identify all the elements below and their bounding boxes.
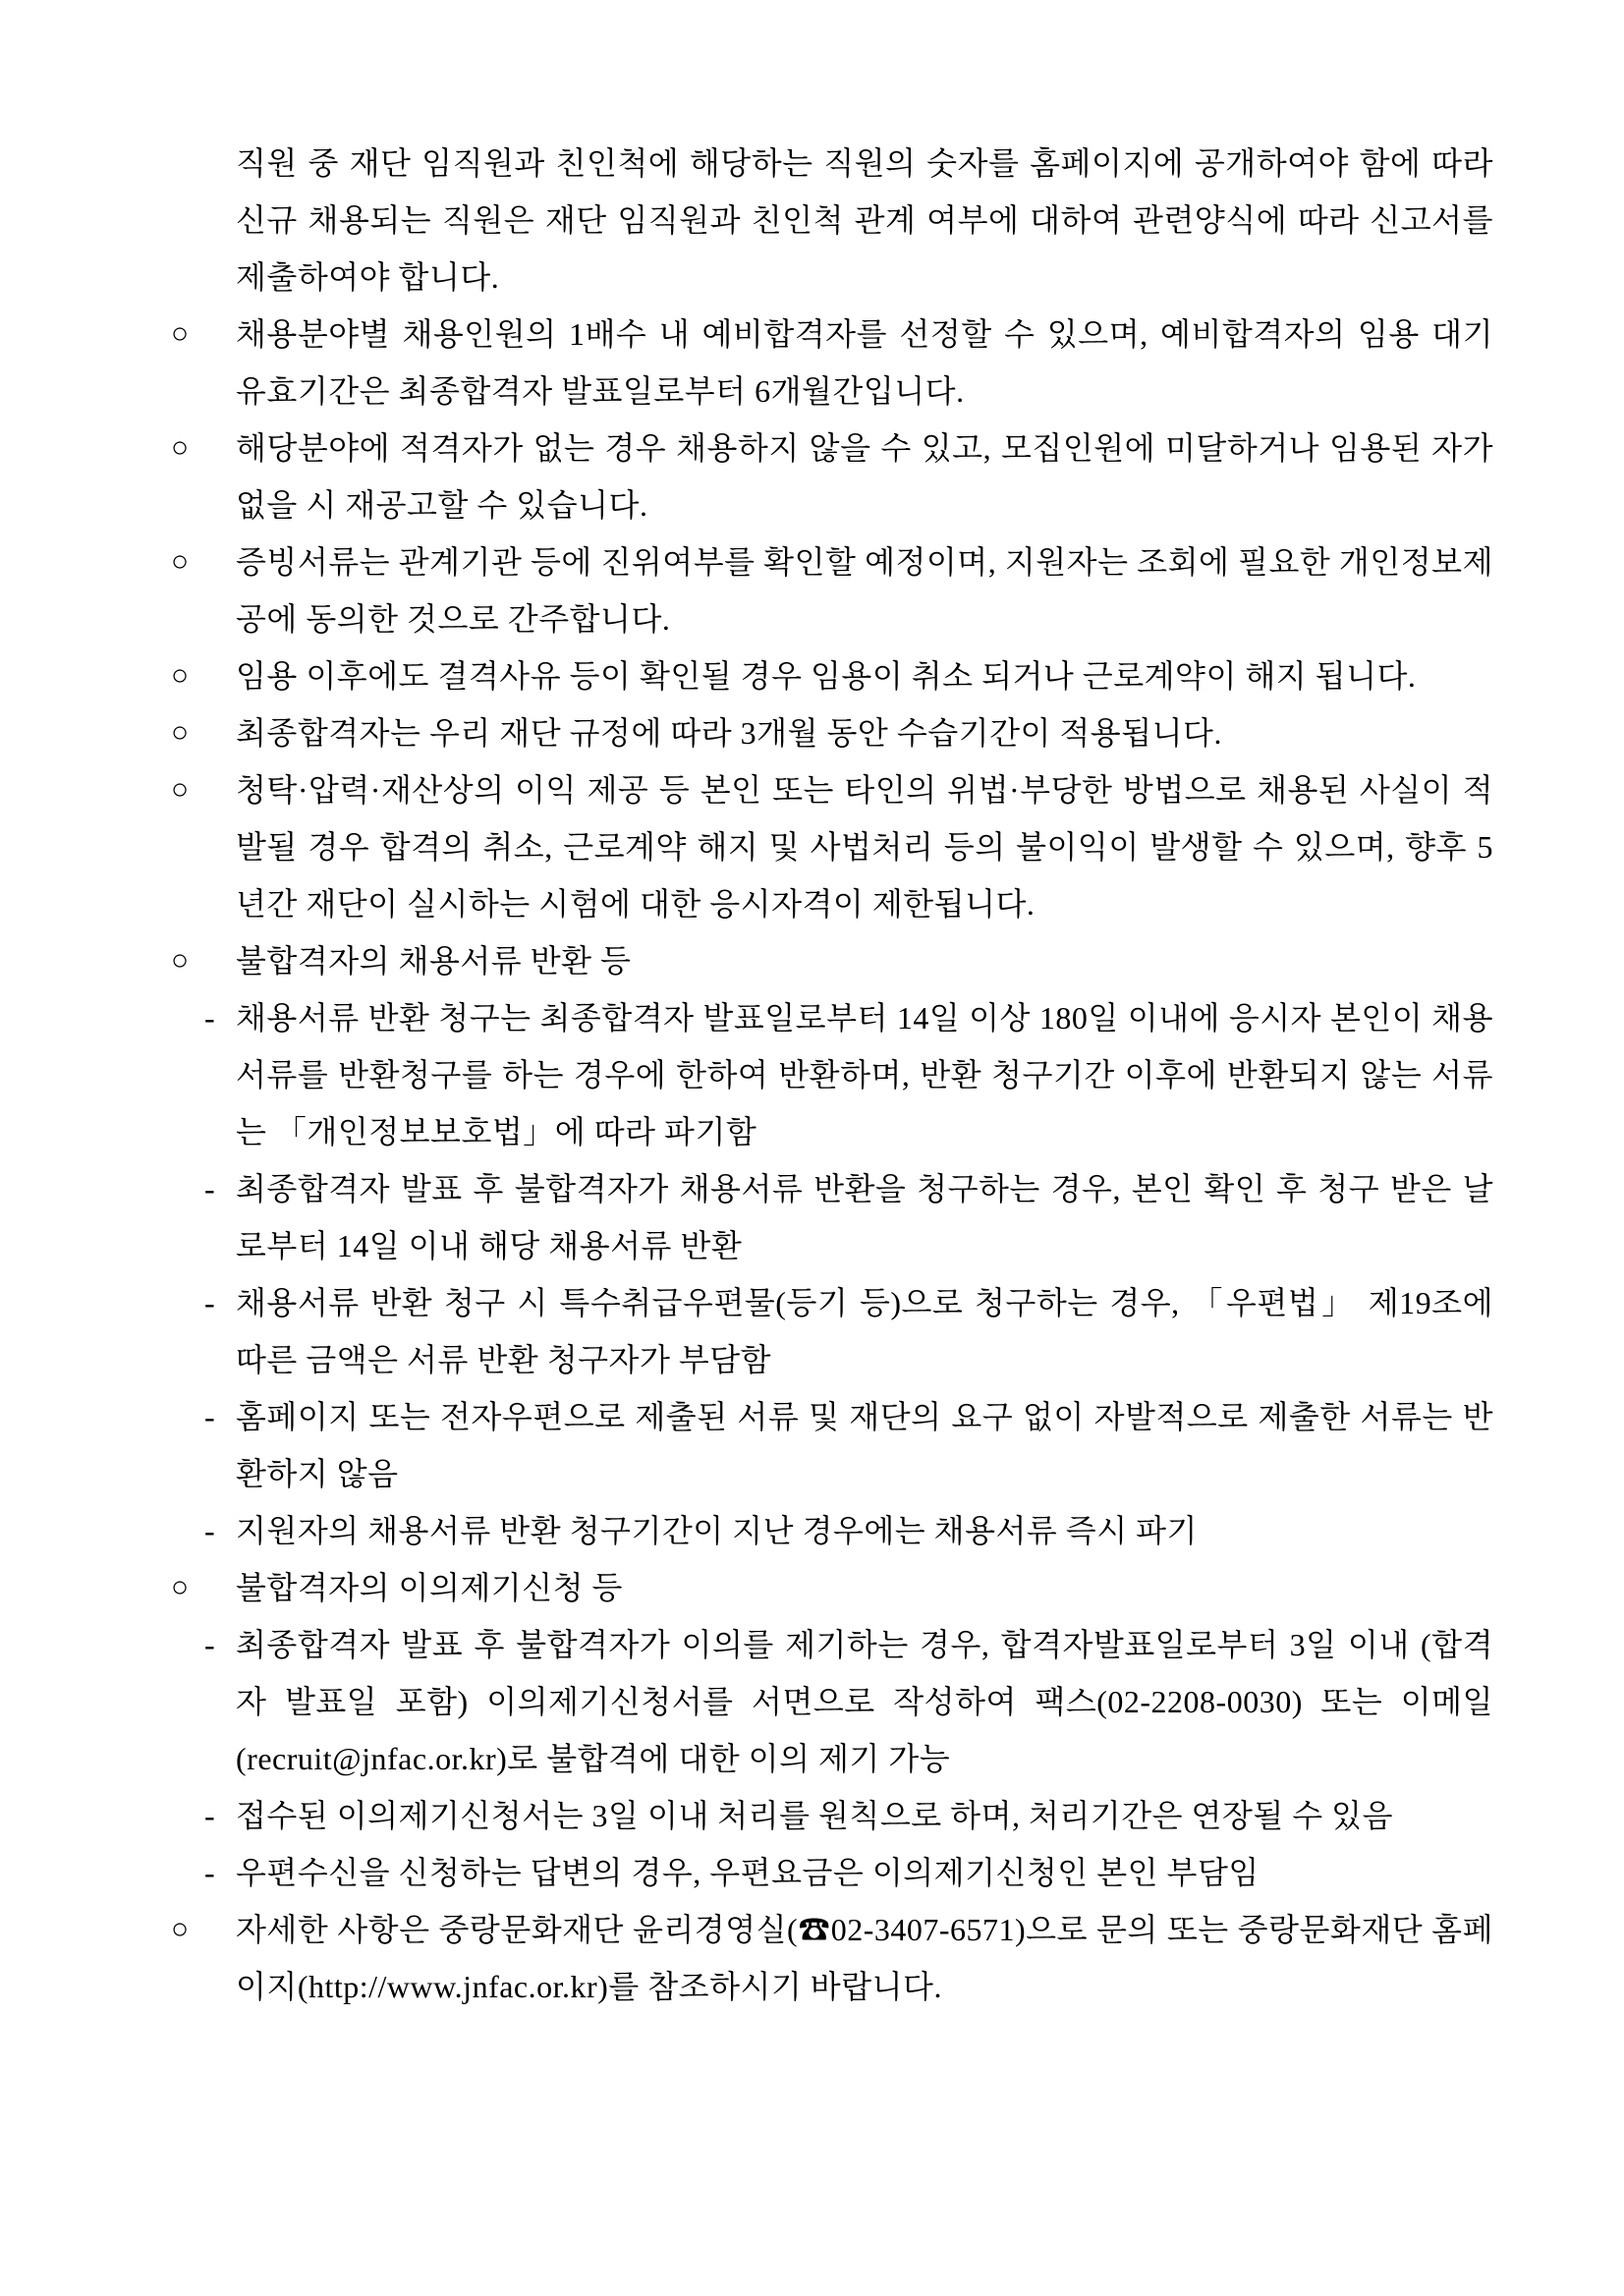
- list-item: [204, 1787, 1493, 1844]
- list-item-text: 최종합격자는 우리 재단 규정에 따라 3개월 동안 수습기간이 적용됩니다.: [236, 715, 1222, 751]
- list-item: [204, 989, 1493, 1160]
- bullet-circle-icon: ○: [171, 659, 190, 692]
- bullet-dash-icon: -: [204, 1399, 216, 1434]
- list-item-text: 채용서류 반환 청구 시 특수취급우편물(등기 등)으로 청구하는 경우, 「우편법」 제19조에 따른 금액은 서류 반환 청구자가 부담함: [236, 1285, 1493, 1377]
- list-item-text: 채용분야별 채용인원의 1배수 내 예비합격자를 선정할 수 있으며, 예비합격자의 임용 대기 유효기간은 최종합격자 발표일로부터 6개월간입니다.: [236, 316, 1493, 409]
- bullet-circle-icon: ○: [171, 716, 190, 749]
- bullet-circle-icon: ○: [171, 431, 190, 464]
- bullet-circle-icon: ○: [171, 944, 190, 977]
- list-item-text: 불합격자의 이의제기신청 등: [236, 1570, 623, 1605]
- list-item-text: 채용서류 반환 청구는 최종합격자 발표일로부터 14일 이상 180일 이내에 응시자 본인이 채용서류를 반환청구를 하는 경우에 한하여 반환하며, 반환 청구기간 이후에 반환되지 않는 서류는 「개인정보보호법」에 따라 파기함: [236, 1000, 1493, 1149]
- bullet-dash-icon: -: [204, 1000, 216, 1036]
- list-item-text: 해당분야에 적격자가 없는 경우 채용하지 않을 수 있고, 모집인원에 미달하거나 임용된 자가 없을 시 재공고할 수 있습니다.: [236, 430, 1493, 523]
- list-item: [171, 1559, 1493, 1616]
- list-item: [171, 761, 1493, 932]
- list-item: [204, 1160, 1493, 1274]
- list-item-text: 우편수신을 신청하는 답변의 경우, 우편요금은 이의제기신청인 본인 부담임: [236, 1855, 1260, 1890]
- bullet-dash-icon: -: [204, 1513, 216, 1548]
- list-item-text: 직원 중 재단 임직원과 친인척에 해당하는 직원의 숫자를 홈페이지에 공개하여야 함에 따라 신규 채용되는 직원은 재단 임직원과 친인척 관계 여부에 대하여 관련양식에 따라 신고서를 제출하여야 합니다.: [236, 145, 1493, 295]
- list-item: [204, 1388, 1493, 1502]
- list-item: [204, 1616, 1493, 1787]
- list-item-text: 임용 이후에도 결격사유 등이 확인될 경우 임용이 취소 되거나 근로계약이 해지 됩니다.: [236, 658, 1417, 694]
- bullet-circle-icon: ○: [171, 545, 190, 578]
- list-item: [236, 135, 1493, 306]
- bullet-dash-icon: -: [204, 1855, 216, 1890]
- list-item: [171, 420, 1493, 533]
- list-item: [204, 1844, 1493, 1901]
- list-item-text: 청탁·압력·재산상의 이익 제공 등 본인 또는 타인의 위법·부당한 방법으로 채용된 사실이 적발될 경우 합격의 취소, 근로계약 해지 및 사법처리 등의 불이익이 발생할 수 있으며, 향후 5년간 재단이 실시하는 시험에 대한 응시자격이 제한됩니다.: [236, 772, 1493, 922]
- list-item: [171, 932, 1493, 989]
- bullet-dash-icon: -: [204, 1171, 216, 1206]
- list-item-text: 증빙서류는 관계기관 등에 진위여부를 확인할 예정이며, 지원자는 조회에 필요한 개인정보제공에 동의한 것으로 간주합니다.: [236, 544, 1493, 637]
- list-item-text: 최종합격자 발표 후 불합격자가 이의를 제기하는 경우, 합격자발표일로부터 3일 이내 (합격자 발표일 포함) 이의제기신청서를 서면으로 작성하여 팩스(02-2208-0030) 또는 이메일(recruit@jnfac.or.kr)로 불합격에 대한 이의 제기 가능: [236, 1627, 1493, 1776]
- list-item: [171, 533, 1493, 647]
- bullet-dash-icon: -: [204, 1627, 216, 1662]
- list-item-text: 지원자의 채용서류 반환 청구기간이 지난 경우에는 채용서류 즉시 파기: [236, 1513, 1198, 1548]
- document-body: [171, 135, 1493, 2015]
- list-item: [204, 1502, 1493, 1559]
- bullet-circle-icon: ○: [171, 773, 190, 806]
- bullet-dash-icon: -: [204, 1798, 216, 1833]
- list-item-text: 자세한 사항은 중랑문화재단 윤리경영실(☎02-3407-6571)으로 문의 또는 중랑문화재단 홈페이지(http://www.jnfac.or.kr)를 참조하시기 바랍니다.: [236, 1912, 1493, 2004]
- bullet-circle-icon: ○: [171, 1913, 190, 1945]
- list-item: [204, 1274, 1493, 1388]
- bullet-dash-icon: -: [204, 1285, 216, 1320]
- list-item-text: 홈페이지 또는 전자우편으로 제출된 서류 및 재단의 요구 없이 자발적으로 제출한 서류는 반환하지 않음: [236, 1399, 1493, 1491]
- list-item-text: 불합격자의 채용서류 반환 등: [236, 943, 632, 979]
- list-item-text: 접수된 이의제기신청서는 3일 이내 처리를 원칙으로 하며, 처리기간은 연장될 수 있음: [236, 1798, 1394, 1833]
- bullet-circle-icon: ○: [171, 317, 190, 350]
- list-item: [171, 306, 1493, 420]
- list-item: [171, 647, 1493, 704]
- bullet-circle-icon: ○: [171, 1571, 190, 1603]
- list-item-text: 최종합격자 발표 후 불합격자가 채용서류 반환을 청구하는 경우, 본인 확인 후 청구 받은 날로부터 14일 이내 해당 채용서류 반환: [236, 1171, 1493, 1263]
- list-item: [171, 704, 1493, 761]
- list-item: [171, 1901, 1493, 2015]
